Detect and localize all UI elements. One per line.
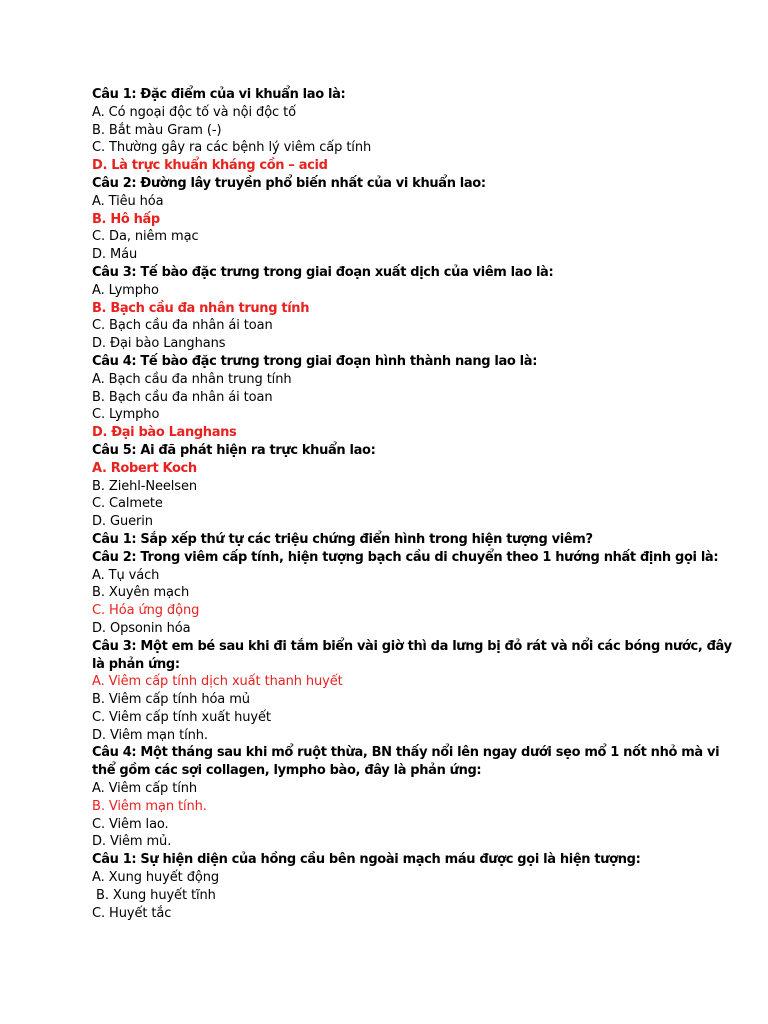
- question-text: Câu 1: Sự hiện diện của hồng cầu bên ngoài mạch máu được gọi là hiện tượng:: [92, 852, 641, 868]
- answer-option: D. Guerin: [92, 514, 153, 530]
- answer-option: A. Xung huyết động: [92, 870, 219, 886]
- answer-option: B. Xung huyết tĩnh: [92, 887, 216, 903]
- answer-option: C. Calmete: [92, 496, 163, 512]
- correct-answer-option: A. Robert Koch: [92, 460, 197, 476]
- answer-option: B. Viêm cấp tính hóa mủ: [92, 692, 250, 708]
- answer-option: A. Tụ vách: [92, 567, 160, 583]
- document-body: [92, 86, 732, 922]
- correct-answer-option: B. Bạch cầu đa nhân trung tính: [92, 300, 310, 316]
- answer-option: A. Viêm cấp tính: [92, 781, 198, 797]
- answer-option: C. Viêm cấp tính xuất huyết: [92, 709, 271, 725]
- answer-option: A. Tiêu hóa: [92, 193, 164, 209]
- answer-option: B. Ziehl-Neelsen: [92, 478, 197, 494]
- answer-option: D. Đại bào Langhans: [92, 336, 226, 352]
- correct-answer-option: D. Là trực khuẩn kháng cồn – acid: [92, 158, 328, 174]
- answer-option: D. Viêm mạn tính.: [92, 727, 208, 743]
- answer-option: C. Da, niêm mạc: [92, 229, 199, 245]
- answer-option: C. Thường gây ra các bệnh lý viêm cấp tính: [92, 140, 372, 156]
- answer-option: B. Xuyên mạch: [92, 585, 190, 601]
- answer-option: A. Lympho: [92, 282, 159, 298]
- correct-answer-option: C. Hóa ứng động: [92, 603, 200, 619]
- correct-answer-option: D. Đại bào Langhans: [92, 425, 237, 441]
- answer-option: D. Opsonin hóa: [92, 620, 191, 636]
- correct-answer-option: B. Hô hấp: [92, 211, 160, 227]
- answer-option: C. Bạch cầu đa nhân ái toan: [92, 318, 273, 334]
- question-text: Câu 1: Sắp xếp thứ tự các triệu chứng điển hình trong hiện tượng viêm?: [92, 531, 593, 547]
- answer-option: D. Máu: [92, 247, 138, 263]
- answer-option: D. Viêm mủ.: [92, 834, 172, 850]
- answer-option: C. Lympho: [92, 407, 160, 423]
- question-text: Câu 3: Một em bé sau khi đi tắm biển vài giờ thì da lưng bị đỏ rát và nổi các bóng nước, đây là phản ứng:: [92, 638, 732, 672]
- answer-option: C. Viêm lao.: [92, 816, 169, 832]
- question-text: Câu 1: Đặc điểm của vi khuẩn lao là:: [92, 87, 346, 102]
- correct-answer-option: B. Viêm mạn tính.: [92, 798, 207, 814]
- answer-option: A. Có ngoại độc tố và nội độc tố: [92, 104, 296, 120]
- answer-option: B. Bạch cầu đa nhân ái toan: [92, 389, 273, 405]
- question-text: Câu 2: Trong viêm cấp tính, hiện tượng bạch cầu di chuyển theo 1 hướng nhất định gọi là:: [92, 549, 719, 565]
- answer-option: C. Huyết tắc: [92, 905, 172, 921]
- question-text: Câu 3: Tế bào đặc trưng trong giai đoạn xuất dịch của viêm lao là:: [92, 264, 554, 280]
- answer-option: A. Bạch cầu đa nhân trung tính: [92, 371, 292, 387]
- question-text: Câu 5: Ai đã phát hiện ra trực khuẩn lao:: [92, 442, 376, 458]
- question-text: Câu 4: Một tháng sau khi mổ ruột thừa, BN thấy nổi lên ngay dưới sẹo mổ 1 nốt nhỏ mà vi thể gồm các sợi collagen, lympho bào, đây là phản ứng:: [92, 745, 720, 779]
- correct-answer-option: A. Viêm cấp tính dịch xuất thanh huyết: [92, 674, 343, 690]
- answer-option: B. Bắt màu Gram (-): [92, 122, 222, 138]
- question-text: Câu 4: Tế bào đặc trưng trong giai đoạn hình thành nang lao là:: [92, 353, 538, 369]
- question-text: Câu 2: Đường lây truyền phổ biến nhất của vi khuẩn lao:: [92, 175, 486, 191]
